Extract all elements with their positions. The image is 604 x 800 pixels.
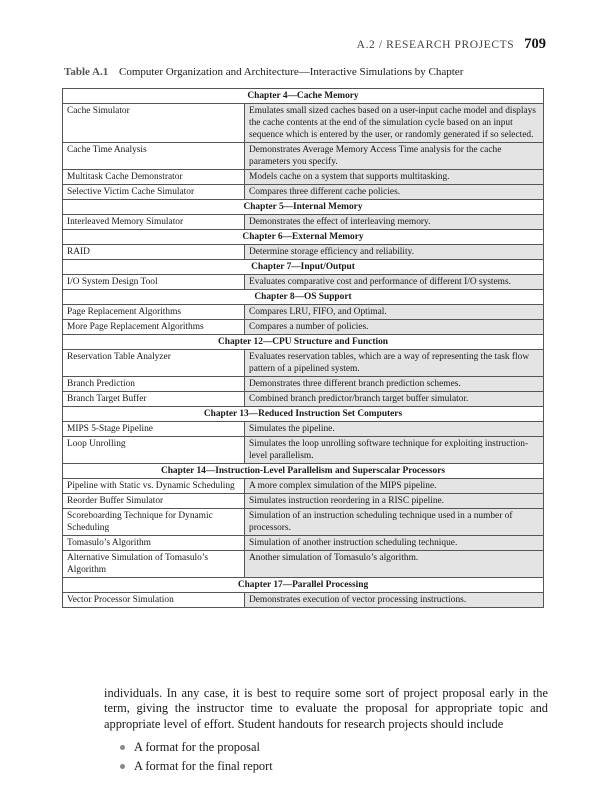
simulation-name: Cache Simulator <box>63 104 245 143</box>
table-row <box>63 245 544 260</box>
bullet-list <box>120 738 273 776</box>
simulation-name: Tomasulo’s Algorithm <box>63 536 245 551</box>
chapter-header: Chapter 5—Internal Memory <box>63 200 544 215</box>
chapter-header-row <box>63 464 544 479</box>
chapter-header-row <box>63 260 544 275</box>
table-row <box>63 593 544 608</box>
simulation-description: Simulates the loop unrolling software technique for exploiting instruction-level parallelism. <box>245 437 544 464</box>
simulation-description: Evaluates reservation tables, which are a way of representing the task flow pattern of a pipelined system. <box>245 350 544 377</box>
running-header <box>357 36 546 53</box>
table-row <box>63 509 544 536</box>
simulation-description: Simulates the pipeline. <box>245 422 544 437</box>
chapter-header: Chapter 6—External Memory <box>63 230 544 245</box>
table-row <box>63 437 544 464</box>
simulation-name: Pipeline with Static vs. Dynamic Scheduling <box>63 479 245 494</box>
table-row <box>63 494 544 509</box>
simulation-description: Demonstrates Average Memory Access Time analysis for the cache parameters you specify. <box>245 143 544 170</box>
table-row <box>63 377 544 392</box>
body-paragraph: individuals. In any case, it is best to require some sort of project proposal early in the term, giving the instructor time to evaluate the proposal for appropriate topic and appropriate level of effort. Student handouts for research projects should include <box>104 686 548 731</box>
simulation-description: Another simulation of Tomasulo’s algorithm. <box>245 551 544 578</box>
simulation-name: Vector Processor Simulation <box>63 593 245 608</box>
table-row <box>63 305 544 320</box>
simulation-name: RAID <box>63 245 245 260</box>
simulation-description: Demonstrates the effect of interleaving memory. <box>245 215 544 230</box>
chapter-header: Chapter 8—OS Support <box>63 290 544 305</box>
simulation-description: Models cache on a system that supports multitasking. <box>245 170 544 185</box>
simulation-name: I/O System Design Tool <box>63 275 245 290</box>
table-row <box>63 350 544 377</box>
page-number: 709 <box>524 36 546 52</box>
running-head: A.2 / RESEARCH PROJECTS <box>356 39 515 51</box>
simulation-description: Demonstrates execution of vector processing instructions. <box>245 593 544 608</box>
simulation-description: Emulates small sized caches based on a user-input cache model and displays the cache contents at the end of the simulation cycle based on an input sequence which is entered by the user, or randomly generated if so selected. <box>245 104 544 143</box>
simulations-table <box>62 88 544 608</box>
table-row <box>63 392 544 407</box>
simulation-description: Simulates instruction reordering in a RISC pipeline. <box>245 494 544 509</box>
simulation-name: Page Replacement Algorithms <box>63 305 245 320</box>
chapter-header-row <box>63 407 544 422</box>
table-caption <box>64 66 463 78</box>
chapter-header-row <box>63 335 544 350</box>
table-row <box>63 104 544 143</box>
bullet-item <box>120 757 273 776</box>
simulation-name: Cache Time Analysis <box>63 143 245 170</box>
chapter-header: Chapter 4—Cache Memory <box>63 89 544 104</box>
simulation-name: More Page Replacement Algorithms <box>63 320 245 335</box>
simulation-description: Compares three different cache policies. <box>245 185 544 200</box>
table-row <box>63 536 544 551</box>
simulation-description: Demonstrates three different branch prediction schemes. <box>245 377 544 392</box>
bullet-text: A format for the final report <box>134 759 273 773</box>
chapter-header: Chapter 7—Input/Output <box>63 260 544 275</box>
simulation-description: Compares a number of policies. <box>245 320 544 335</box>
simulation-description: A more complex simulation of the MIPS pipeline. <box>245 479 544 494</box>
simulation-name: Alternative Simulation of Tomasulo’s Algorithm <box>63 551 245 578</box>
simulation-name: Selective Victim Cache Simulator <box>63 185 245 200</box>
simulation-name: Loop Unrolling <box>63 437 245 464</box>
simulation-name: MIPS 5-Stage Pipeline <box>63 422 245 437</box>
bullet-icon <box>120 764 125 769</box>
simulation-name: Reservation Table Analyzer <box>63 350 245 377</box>
chapter-header: Chapter 13—Reduced Instruction Set Computers <box>63 407 544 422</box>
table-label: Table A.1 <box>64 66 109 78</box>
simulation-description: Simulation of an instruction scheduling technique used in a number of processors. <box>245 509 544 536</box>
table-row <box>63 170 544 185</box>
chapter-header-row <box>63 200 544 215</box>
simulation-description: Compares LRU, FIFO, and Optimal. <box>245 305 544 320</box>
table-row <box>63 320 544 335</box>
table-title: Computer Organization and Architecture—Interactive Simulations by Chapter <box>118 66 464 78</box>
chapter-header-row <box>63 290 544 305</box>
simulation-name: Reorder Buffer Simulator <box>63 494 245 509</box>
simulation-description: Evaluates comparative cost and performance of different I/O systems. <box>245 275 544 290</box>
simulation-name: Scoreboarding Technique for Dynamic Scheduling <box>63 509 245 536</box>
chapter-header-row <box>63 578 544 593</box>
simulation-description: Simulation of another instruction scheduling technique. <box>245 536 544 551</box>
simulations-table-body <box>63 89 544 608</box>
table-row <box>63 275 544 290</box>
table-row <box>63 422 544 437</box>
chapter-header: Chapter 12—CPU Structure and Function <box>63 335 544 350</box>
table-row <box>63 185 544 200</box>
simulation-name: Interleaved Memory Simulator <box>63 215 245 230</box>
chapter-header-row <box>63 230 544 245</box>
chapter-header: Chapter 14—Instruction-Level Parallelism and Superscalar Processors <box>63 464 544 479</box>
simulation-description: Determine storage efficiency and reliability. <box>245 245 544 260</box>
table-row <box>63 551 544 578</box>
simulation-description: Combined branch predictor/branch target buffer simulator. <box>245 392 544 407</box>
bullet-icon <box>120 745 125 750</box>
table-row <box>63 143 544 170</box>
simulation-name: Branch Target Buffer <box>63 392 245 407</box>
bullet-item <box>120 738 273 757</box>
bullet-text: A format for the proposal <box>134 740 260 754</box>
simulation-name: Multitask Cache Demonstrator <box>63 170 245 185</box>
table-row <box>63 215 544 230</box>
simulation-name: Branch Prediction <box>63 377 245 392</box>
table-row <box>63 479 544 494</box>
chapter-header: Chapter 17—Parallel Processing <box>63 578 544 593</box>
chapter-header-row <box>63 89 544 104</box>
